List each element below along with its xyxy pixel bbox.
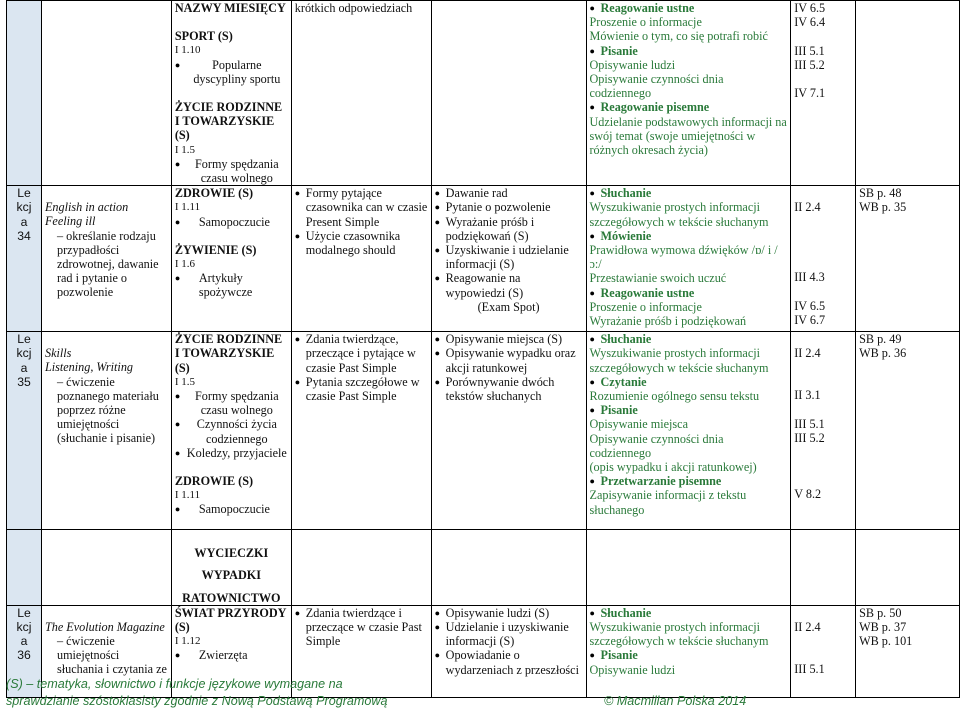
lesson-number bbox=[10, 606, 38, 663]
code: II 2.4 bbox=[794, 619, 821, 634]
lesson-cell bbox=[7, 530, 42, 606]
skills-list bbox=[590, 332, 788, 517]
skill-text: Prawidłowa wymowa dźwięków /ɒ/ i /ɔ:/ bbox=[589, 243, 778, 272]
lesson-title: English in action bbox=[44, 200, 129, 215]
topic-code: I 1.6 bbox=[174, 258, 196, 271]
code: V 8.2 bbox=[794, 487, 822, 502]
table-row bbox=[7, 530, 960, 606]
code: III 5.1 bbox=[794, 416, 825, 431]
skill-heading: Słuchanie ● bbox=[589, 332, 652, 347]
refs-cell bbox=[856, 332, 960, 530]
refs-cell bbox=[856, 186, 960, 332]
lesson-title: Skills bbox=[44, 346, 72, 361]
lesson-number-part: 35 bbox=[17, 374, 31, 389]
lesson-number-part: 34 bbox=[17, 228, 31, 243]
skill-heading: Przetwarzanie pisemne ● bbox=[589, 474, 722, 489]
vocab-cell bbox=[171, 332, 291, 530]
skill-text: Wyszukiwanie prostych informacji szczegółowych w tekście słuchanym bbox=[589, 620, 769, 649]
skill-heading: Pisanie ● bbox=[589, 43, 638, 58]
ref: WB p. 37 bbox=[859, 620, 907, 635]
codes-cell bbox=[791, 605, 856, 697]
topic-family: ŻYCIE RODZINNE I TOWARZYSKIE (S) bbox=[174, 332, 283, 375]
topics-header: NAZWY MIESIĘCY bbox=[174, 1, 286, 15]
topic-item: ● Popularne dyscypliny sportu bbox=[175, 58, 288, 86]
exam-spot-label: (Exam Spot) bbox=[477, 299, 540, 314]
code: II 3.1 bbox=[794, 388, 821, 403]
topic-accidents: WYPADKI bbox=[201, 568, 261, 583]
code: III 5.2 bbox=[794, 57, 825, 72]
skill-text: Wyszukiwanie prostych informacji szczegółowych w tekście słuchanym bbox=[589, 200, 769, 229]
lesson-number-part: Le bbox=[17, 605, 31, 620]
code: II 2.4 bbox=[794, 346, 821, 361]
lesson-number-part: Le bbox=[17, 186, 31, 201]
skill-text: Proszenie o informacje bbox=[589, 299, 702, 314]
vocab-cell bbox=[171, 1, 291, 186]
topic-code: I 1.5 bbox=[174, 143, 196, 156]
lesson-description: – określanie rodzaju przypadłości zdrowotnej, dawanie rad i pytanie o pozwolenie bbox=[56, 228, 159, 300]
topic-family: ŻYCIE RODZINNE I TOWARZYSKIE (S) bbox=[174, 100, 283, 143]
code: III 4.3 bbox=[794, 270, 825, 285]
skill-text: Opisywanie ludzi bbox=[589, 662, 676, 677]
code: IV 6.5 bbox=[794, 1, 826, 15]
grammar-cell bbox=[291, 332, 431, 530]
topic-item: ● Formy spędzania czasu wolnego bbox=[175, 389, 288, 417]
lesson-number-part: a bbox=[20, 360, 28, 375]
code bbox=[794, 29, 852, 43]
lesson-number bbox=[10, 186, 38, 243]
skills-cell bbox=[586, 605, 791, 697]
grammar-item: ● Zdania twierdzące, przeczące i pytające w czasie Past Simple bbox=[295, 332, 428, 375]
topic-item: ● Samopoczucie bbox=[175, 215, 288, 229]
function-item: ● Wyrażanie próśb i podziękowań (S) bbox=[435, 215, 583, 243]
code: IV 6.4 bbox=[794, 15, 826, 30]
skills-cell bbox=[586, 332, 791, 530]
skills-list bbox=[590, 606, 788, 677]
lesson-number-part: Le bbox=[17, 332, 31, 347]
code bbox=[794, 72, 852, 86]
function-item: ● Pytanie o pozwolenie bbox=[435, 200, 583, 214]
topic-food: ŻYWIENIE (S) bbox=[174, 242, 257, 257]
skill-text: Proszenie o informacje bbox=[589, 15, 702, 30]
ref: WB p. 36 bbox=[859, 346, 907, 361]
footer-note-line2: sprawdzianie szóstoklasisty zgodnie z Nową Podstawą Programową bbox=[6, 694, 388, 708]
skill-text: Wyszukiwanie prostych informacji szczegółowych w tekście słuchanym bbox=[589, 346, 769, 375]
skill-text: Opisywanie miejsca bbox=[589, 417, 688, 432]
lesson-number-part: kcj bbox=[16, 346, 32, 361]
functions-cell bbox=[431, 605, 586, 697]
lesson-cell bbox=[7, 186, 42, 332]
skill-heading: Pisanie ● bbox=[589, 403, 638, 418]
footer-note-line1: (S) – tematyka, słownictwo i funkcje językowe wymagane na bbox=[6, 677, 343, 691]
skill-text: Zapisywanie informacji z tekstu słuchanego bbox=[589, 488, 747, 517]
lesson-number-part: kcj bbox=[16, 200, 32, 215]
table-row bbox=[7, 1, 960, 186]
skill-text: (opis wypadku i akcji ratunkowej) bbox=[589, 460, 757, 475]
topic-code: I 1.12 bbox=[174, 635, 201, 648]
function-item: ● Uzyskiwanie i udzielanie informacji (S) bbox=[435, 243, 583, 271]
skill-heading: Słuchanie ● bbox=[589, 605, 652, 620]
lesson-cell bbox=[7, 1, 42, 186]
code: IV 6.5 bbox=[794, 298, 826, 313]
vocab-cell bbox=[171, 186, 291, 332]
function-item: ● Opisywanie ludzi (S) bbox=[435, 606, 583, 620]
footer-copyright: © Macmillan Polska 2014 bbox=[604, 694, 747, 708]
functions-cell bbox=[431, 332, 586, 530]
function-item: ● Reagowanie na wypowiedzi (S) bbox=[435, 271, 583, 299]
topic-rescue: RATOWNICTWO bbox=[182, 590, 281, 605]
grammar-cell bbox=[291, 1, 431, 186]
topic-code: I 1.5 bbox=[174, 375, 196, 388]
skill-heading: Mówienie ● bbox=[589, 228, 652, 243]
grammar-text: krótkich odpowiedziach bbox=[294, 1, 413, 15]
skill-text: Opisywanie ludzi bbox=[589, 57, 676, 72]
topic-item: ● Koledzy, przyjaciele bbox=[175, 446, 288, 460]
code: III 5.2 bbox=[794, 430, 825, 445]
grammar-item: ● Zdania twierdzące i przeczące w czasie Past Simple bbox=[295, 606, 428, 649]
code: III 5.1 bbox=[794, 43, 825, 58]
code: III 5.1 bbox=[794, 662, 825, 677]
function-item: ● Udzielanie i uzyskiwanie informacji (S) bbox=[435, 620, 583, 648]
topic-code: I 1.10 bbox=[174, 44, 201, 57]
code: II 2.4 bbox=[794, 200, 821, 215]
skill-text: Mówienie o tym, co się potrafi robić bbox=[589, 29, 768, 44]
skill-heading: Reagowanie ustne ● bbox=[589, 285, 695, 300]
skills-cell bbox=[586, 1, 791, 186]
topic-cell bbox=[41, 186, 171, 332]
vocab-cell bbox=[171, 530, 291, 606]
codes-cell bbox=[791, 186, 856, 332]
skill-heading: Czytanie ● bbox=[589, 374, 647, 389]
skill-text: Opisywanie czynności dnia codziennego bbox=[589, 431, 724, 460]
ref: WB p. 101 bbox=[859, 634, 913, 649]
topic-item: ● Formy spędzania czasu wolnego bbox=[175, 157, 288, 185]
codes-cell bbox=[791, 332, 856, 530]
grammar-item: ● Użycie czasownika modalnego should bbox=[295, 229, 428, 257]
skill-heading: Pisanie ● bbox=[589, 648, 638, 663]
ref: SB p. 48 bbox=[859, 186, 902, 201]
function-item: ● Porównywanie dwóch tekstów słuchanych bbox=[435, 375, 583, 403]
code: IV 7.1 bbox=[794, 86, 826, 101]
lesson-subtitle: Listening, Writing bbox=[44, 360, 134, 375]
grammar-cell bbox=[291, 186, 431, 332]
topic-cell bbox=[41, 332, 171, 530]
grammar-item: ● Pytania szczegółowe w czasie Past Simple bbox=[295, 375, 428, 403]
codes-cell bbox=[791, 1, 856, 186]
skill-heading: Reagowanie ustne ● bbox=[589, 1, 695, 15]
ref: WB p. 35 bbox=[859, 200, 907, 215]
refs-cell bbox=[856, 1, 960, 186]
function-item: ● Dawanie rad bbox=[435, 186, 583, 200]
code: IV 6.7 bbox=[794, 312, 826, 327]
lesson-description: – ćwiczenie poznanego materiału poprzez różne umiejętności (słuchanie i pisanie) bbox=[56, 374, 159, 446]
functions-cell bbox=[431, 186, 586, 332]
curriculum-table bbox=[6, 0, 960, 698]
lesson-number bbox=[10, 332, 38, 389]
refs-cell bbox=[856, 605, 960, 697]
table-row bbox=[7, 186, 960, 332]
lesson-cell bbox=[7, 332, 42, 530]
topic-item: ● Zwierzęta bbox=[175, 648, 288, 662]
ref: SB p. 50 bbox=[859, 605, 902, 620]
topic-code: I 1.11 bbox=[174, 489, 201, 502]
skill-text: Wyrażanie próśb i podziękowań bbox=[589, 314, 747, 329]
grammar-item: ● Formy pytające czasownika can w czasie Present Simple bbox=[295, 186, 428, 229]
skills-list bbox=[590, 186, 788, 328]
topic-health: ZDROWIE (S) bbox=[174, 186, 254, 201]
skill-text: Udzielanie podstawowych informacji na swój temat (swoje umiejętności w różnych okresach życia) bbox=[589, 114, 787, 158]
skill-text: Przestawianie swoich uczuć bbox=[589, 271, 727, 286]
topic-trips: WYCIECZKI bbox=[194, 546, 269, 561]
skill-text: Opisywanie czynności dnia codziennego bbox=[589, 72, 724, 101]
function-item: ● Opisywanie miejsca (S) bbox=[435, 332, 583, 346]
functions-cell bbox=[431, 1, 586, 186]
topic-code: I 1.11 bbox=[174, 201, 201, 214]
topic-cell bbox=[41, 1, 171, 186]
function-item: ● Opowiadanie o wydarzeniach z przeszłości bbox=[435, 648, 583, 676]
lesson-number-part: 36 bbox=[17, 648, 31, 663]
skill-heading: Reagowanie pisemne ● bbox=[589, 100, 710, 115]
lesson-number-part: a bbox=[20, 214, 28, 229]
lesson-number-part: kcj bbox=[16, 620, 32, 635]
codes-list bbox=[794, 1, 852, 100]
topic-item: ● Czynności życia codziennego bbox=[175, 417, 288, 445]
topic-health: ZDROWIE (S) bbox=[174, 474, 254, 489]
table-row bbox=[7, 332, 960, 530]
lesson-subtitle: Feeling ill bbox=[44, 214, 96, 229]
topic-world: ŚWIAT PRZYRODY (S) bbox=[174, 605, 287, 635]
lesson-title: The Evolution Magazine bbox=[44, 619, 165, 634]
topic-item: ● Artykuły spożywcze bbox=[175, 271, 288, 299]
topic-sport: SPORT (S) bbox=[174, 29, 233, 44]
lesson-description: – ćwiczenie umiejętności słuchania i czytania ze bbox=[56, 634, 167, 677]
ref: SB p. 49 bbox=[859, 332, 902, 347]
skill-text: Rozumienie ogólnego sensu tekstu bbox=[589, 389, 760, 404]
function-item: ● Opisywanie wypadku oraz akcji ratunkowej bbox=[435, 346, 583, 374]
skills-list bbox=[590, 1, 788, 157]
lesson-number-part: a bbox=[20, 634, 28, 649]
topic-cell bbox=[41, 530, 171, 606]
skills-cell bbox=[586, 186, 791, 332]
skill-heading: Słuchanie ● bbox=[589, 186, 652, 201]
topic-item: ● Samopoczucie bbox=[175, 502, 288, 516]
